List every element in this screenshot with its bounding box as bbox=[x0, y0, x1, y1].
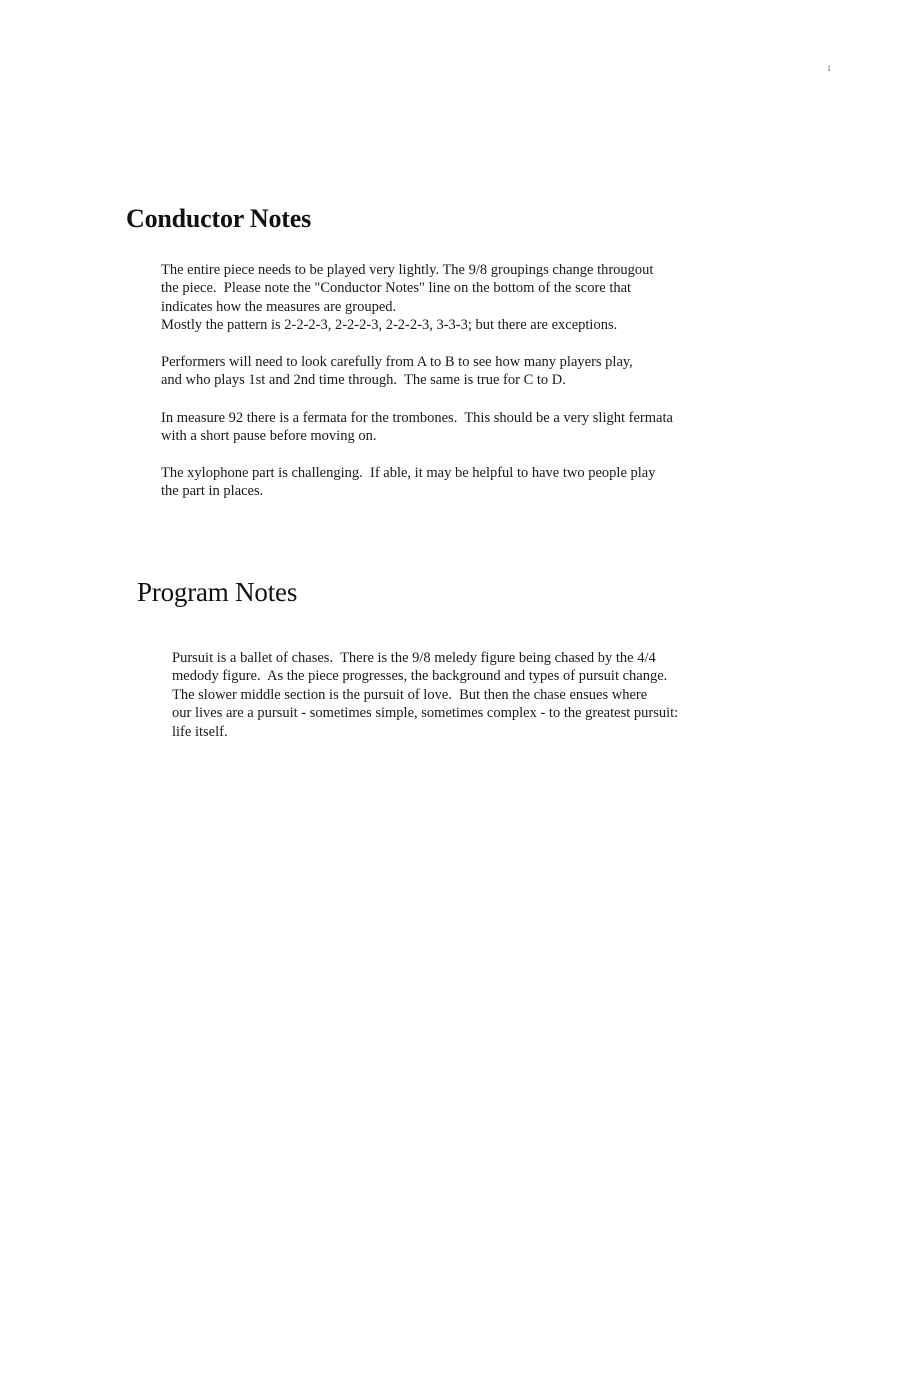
program-notes-heading: Program Notes bbox=[137, 577, 298, 607]
conductor-notes-paragraph-performers: Performers will need to look carefully from A to B to see how many players play, and who plays 1st and 2nd time through. The same is true for C to D. bbox=[161, 354, 633, 389]
conductor-notes-paragraph-xylophone: The xylophone part is challenging. If able, it may be helpful to have two people play the part in places. bbox=[161, 465, 656, 500]
page-number: 1 bbox=[827, 64, 831, 73]
conductor-notes-paragraph-fermata: In measure 92 there is a fermata for the trombones. This should be a very slight fermata with a short pause before moving on. bbox=[161, 410, 673, 445]
conductor-notes-paragraph-groupings: The entire piece needs to be played very lightly. The 9/8 groupings change througout the piece. Please note the "Conductor Notes" line on the bottom of the score that indicates how the measures are grouped. Mostly the pattern is 2-2-2-3, 2-2-2-3, 2-2-2-3, 3-3-3; but there are exceptions. bbox=[161, 262, 654, 334]
program-notes-paragraph: Pursuit is a ballet of chases. There is the 9/8 meledy figure being chased by the 4/4 medody figure. As the piece progresses, the background and types of pursuit change. The slower middle section is the pursuit of love. But then the chase ensues where our lives are a pursuit - sometimes simple, sometimes complex - to the greatest pursuit: life itself. bbox=[172, 650, 679, 740]
conductor-notes-heading: Conductor Notes bbox=[126, 204, 312, 233]
